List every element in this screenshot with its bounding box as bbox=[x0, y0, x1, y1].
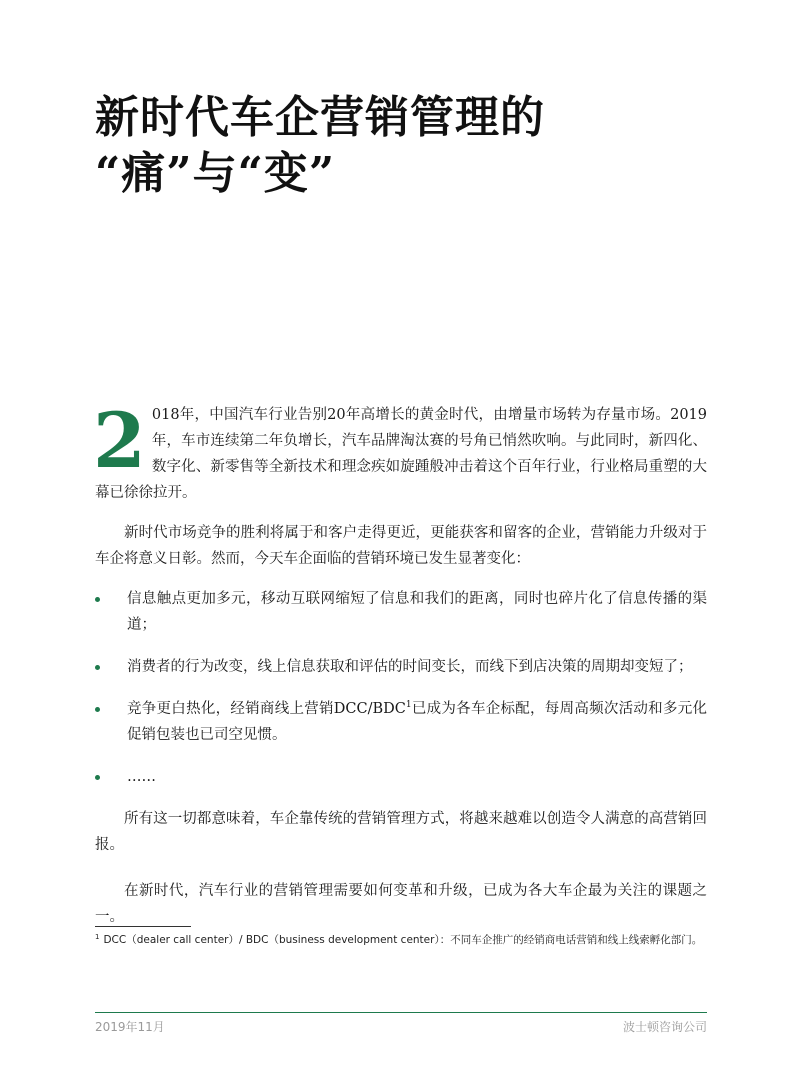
bullet-text-before: 竞争更白热化，经销商线上营销DCC/BDC bbox=[127, 701, 406, 717]
bullet-dot-icon bbox=[95, 775, 100, 780]
paragraph-2: 所有这一切都意味着，车企靠传统的营销管理方式，将越来越难以创造令人满意的高营销回报。 bbox=[95, 811, 707, 853]
footnote-marker: 1 bbox=[95, 932, 100, 941]
drop-cap: 2 bbox=[93, 396, 146, 485]
bullet-item bbox=[95, 764, 707, 790]
bullet-dot-icon bbox=[95, 597, 100, 602]
footer-company: 波士顿咨询公司 bbox=[622, 1020, 707, 1034]
footnote bbox=[95, 932, 707, 948]
footer-date: 2019年11月 bbox=[95, 1020, 165, 1034]
title-line-2: “痛”与“变” bbox=[95, 148, 336, 199]
footnote-divider bbox=[95, 926, 191, 927]
bullet-text: …… bbox=[127, 769, 156, 785]
bullet-text-after: 已成为各车企标配，每周高频次活动和多元化促销包装也已司空见惯。 bbox=[127, 701, 707, 743]
bullet-item bbox=[95, 654, 707, 680]
page-title bbox=[95, 90, 545, 202]
bullet-text: 消费者的行为改变，线上信息获取和评估的时间变长，而线下到店决策的周期却变短了； bbox=[127, 659, 693, 675]
bullet-dot-icon bbox=[95, 665, 100, 670]
intro-paragraph bbox=[93, 396, 707, 506]
paragraph-1: 新时代市场竞争的胜利将属于和客户走得更近，更能获客和留客的企业，营销能力升级对于车企将意义日彰。然而，今天车企面临的营销环境已发生显著变化： bbox=[95, 525, 707, 567]
footer-divider bbox=[95, 1012, 707, 1013]
bullet-item bbox=[95, 696, 707, 748]
bullet-item bbox=[95, 586, 707, 638]
bullet-dot-icon bbox=[95, 707, 100, 712]
title-line-1: 新时代车企营销管理的 bbox=[95, 92, 545, 143]
article-body bbox=[93, 396, 707, 930]
paragraph-3: 在新时代，汽车行业的营销管理需要如何变革和升级，已成为各大车企最为关注的课题之一。 bbox=[95, 883, 707, 925]
bullet-text: 信息触点更加多元，移动互联网缩短了信息和我们的距离，同时也碎片化了信息传播的渠道； bbox=[127, 591, 707, 633]
bullet-list bbox=[95, 586, 707, 790]
footnote-reference[interactable]: 1 bbox=[405, 700, 412, 711]
intro-text: 018年，中国汽车行业告别20年高增长的黄金时代，由增量市场转为存量市场。2019年，车市连续第二年负增长，汽车品牌淘汰赛的号角已悄然吹响。与此同时，新四化、数字化、新零售等全新技术和理念疾如旋踵般冲击着这个百年行业，行业格局重塑的大幕已徐徐拉开。 bbox=[95, 407, 707, 501]
footnote-text: DCC（dealer call center）/ BDC（business development center）：不同车企推广的经销商电话营销和线上线索孵化部门。 bbox=[103, 934, 703, 946]
